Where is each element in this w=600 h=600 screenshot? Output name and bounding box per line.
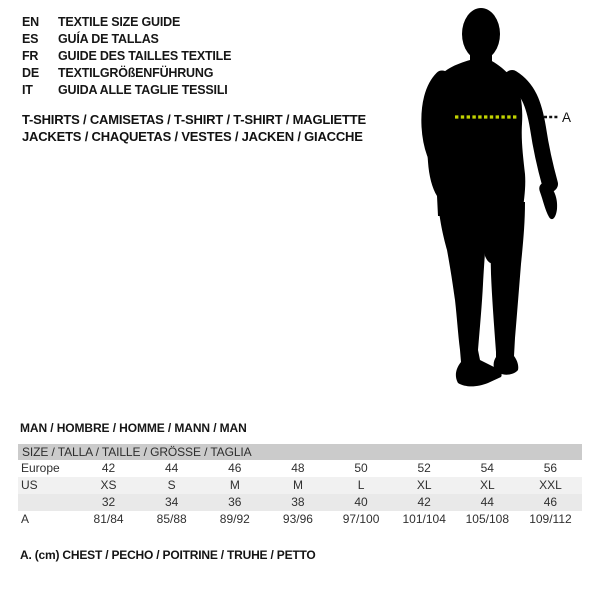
size-cell: XL: [479, 478, 495, 492]
size-cell: M: [292, 478, 303, 492]
garment-categories: [22, 111, 366, 145]
language-code: DE: [22, 66, 39, 80]
size-cell: 52: [417, 461, 431, 475]
size-table-header: SIZE / TALLA / TAILLE / GRÖSSE / TAGLIA: [18, 444, 582, 460]
language-code: FR: [22, 49, 39, 63]
table-row-europe: [18, 460, 582, 477]
size-cell: 56: [543, 461, 558, 475]
size-cell: 40: [354, 495, 368, 509]
language-title: GUÍA DE TALLAS: [58, 32, 159, 46]
size-cell: 32: [101, 495, 116, 509]
size-cell: M: [229, 478, 240, 492]
size-cell: 50: [354, 461, 368, 475]
size-cell: 85/88: [156, 512, 187, 526]
table-row-us: [18, 477, 582, 494]
size-cell: L: [357, 478, 365, 492]
size-cell: 44: [165, 461, 179, 475]
size-cell: 42: [101, 461, 116, 475]
size-cell: 97/100: [342, 512, 380, 526]
silhouette-right-leg: [490, 202, 525, 375]
measurement-footnote: A. (cm) CHEST / PECHO / POITRINE / TRUHE / PETTO: [20, 548, 316, 562]
man-silhouette: [408, 4, 578, 396]
row-label: US: [21, 478, 38, 492]
language-row: [22, 82, 231, 99]
man-silhouette-figure: [408, 4, 578, 396]
language-list: [22, 14, 231, 99]
language-row: [22, 65, 231, 82]
language-row: [22, 14, 231, 31]
size-cell: 46: [228, 461, 242, 475]
language-row: [22, 31, 231, 48]
size-cell: 38: [291, 495, 305, 509]
size-cell: 54: [480, 461, 494, 475]
size-cell: 46: [543, 495, 558, 509]
table-row-numeric: [18, 494, 582, 511]
size-cell: 48: [291, 461, 305, 475]
row-label: Europe: [21, 461, 60, 475]
language-title: TEXTILGRÖßENFÜHRUNG: [58, 66, 214, 80]
language-code: EN: [22, 15, 39, 29]
size-cell: 89/92: [219, 512, 250, 526]
size-cell: 105/108: [465, 512, 509, 526]
size-cell: 42: [417, 495, 431, 509]
size-cell: S: [167, 478, 176, 492]
category-tshirts: T-SHIRTS / CAMISETAS / T-SHIRT / T-SHIRT / MAGLIETTE: [22, 112, 366, 127]
language-title: TEXTILE SIZE GUIDE: [58, 15, 181, 29]
size-cell: 101/104: [402, 512, 446, 526]
size-cell: XL: [416, 478, 432, 492]
language-title: GUIDE DES TAILLES TEXTILE: [58, 49, 232, 63]
row-label: A: [21, 512, 30, 526]
size-cell: 44: [480, 495, 494, 509]
language-code: ES: [22, 32, 39, 46]
size-table: [18, 444, 582, 528]
language-row: [22, 48, 231, 65]
size-cell: XXL: [539, 478, 562, 492]
category-jackets: JACKETS / CHAQUETAS / VESTES / JACKEN / GIACCHE: [22, 129, 363, 144]
table-row-chest: [18, 511, 582, 528]
size-cell: 81/84: [93, 512, 124, 526]
section-title-man: MAN / HOMBRE / HOMME / MANN / MAN: [20, 421, 247, 435]
language-title: GUIDA ALLE TAGLIE TESSILI: [58, 83, 228, 97]
size-cell: 34: [165, 495, 179, 509]
measure-label-a: A: [562, 110, 572, 125]
size-cell: 36: [228, 495, 242, 509]
language-code: IT: [22, 83, 33, 97]
size-cell: 93/96: [282, 512, 313, 526]
size-cell: 109/112: [529, 512, 572, 526]
size-cell: XS: [100, 478, 117, 492]
